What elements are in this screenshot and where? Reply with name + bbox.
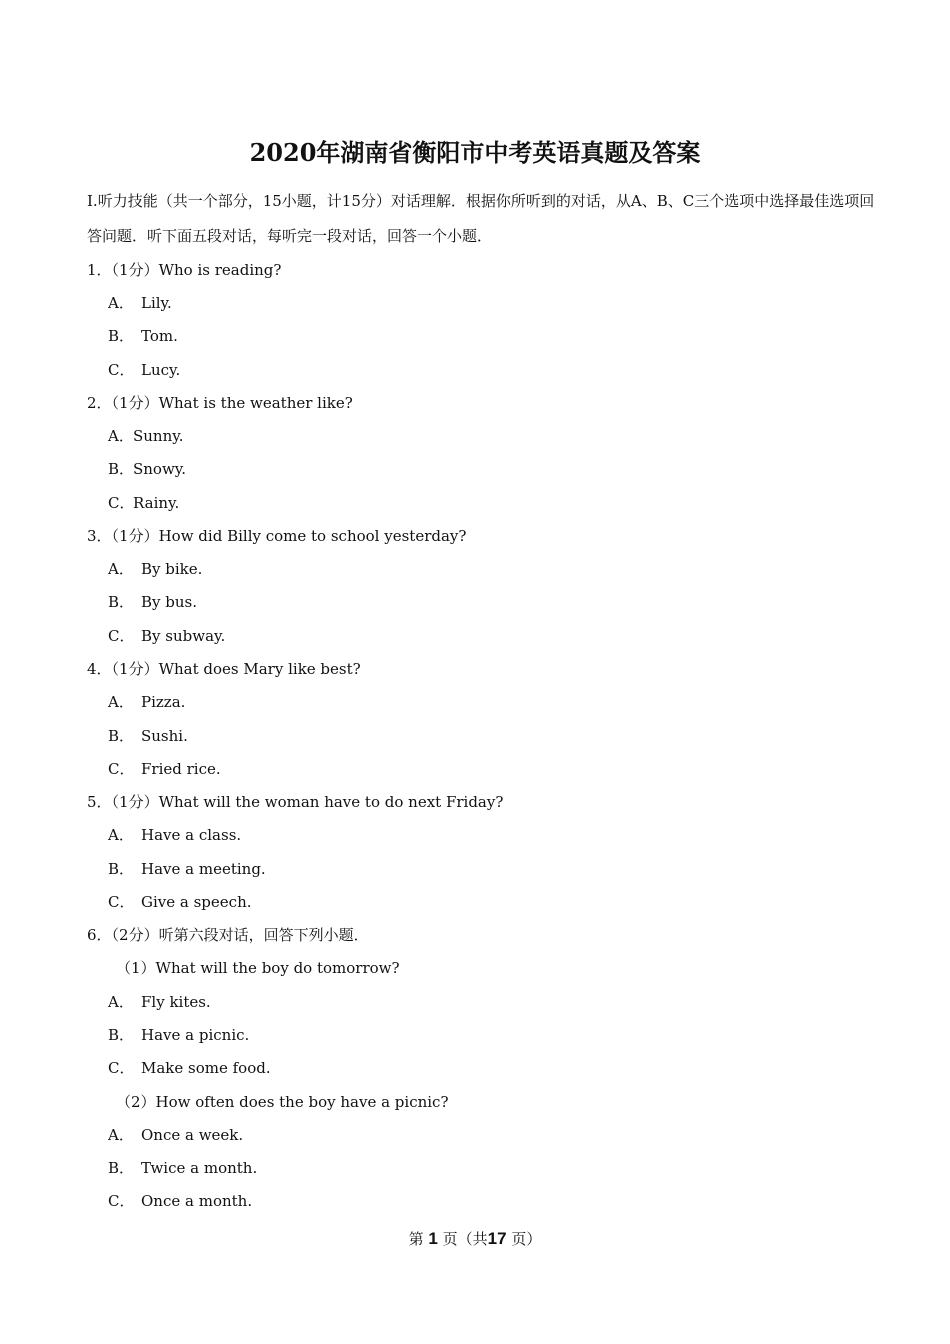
option-text: Tom. xyxy=(141,327,178,345)
question-3-stem: 3．（1分）How did Billy come to school yesterday? xyxy=(87,527,467,545)
option-letter: A． xyxy=(108,826,134,844)
question-3-option-c xyxy=(108,625,225,647)
question-5-stem: 5．（1分）What will the woman have to do next Friday? xyxy=(87,793,504,811)
option-text: Make some food. xyxy=(141,1059,271,1077)
question-5-option-b xyxy=(108,858,266,880)
question-4-stem: 4．（1分）What does Mary like best? xyxy=(87,660,361,678)
option-text: Once a week. xyxy=(141,1126,244,1144)
option-text: Fried rice. xyxy=(141,760,221,778)
option-letter: A． xyxy=(108,1126,134,1144)
footer-middle: 页（共 xyxy=(442,1230,488,1248)
question-1-stem: 1．（1分）Who is reading? xyxy=(87,261,282,279)
option-letter: A． xyxy=(108,993,134,1011)
question-6-stem: 6．（2分）听第六段对话，回答下列小题． xyxy=(87,926,369,944)
question-5-option-c xyxy=(108,891,252,913)
option-letter: A． xyxy=(108,693,134,711)
option-text: Once a month. xyxy=(141,1192,253,1210)
option-letter: B． xyxy=(108,460,135,478)
question-3-option-b xyxy=(108,591,197,613)
option-text: Lily. xyxy=(141,294,172,312)
option-letter: B． xyxy=(108,860,135,878)
option-letter: B． xyxy=(108,1159,135,1177)
option-text: Sushi. xyxy=(141,727,188,745)
document-title: 2020年湖南省衡阳市中考英语真题及答案 xyxy=(249,138,701,167)
option-letter: C． xyxy=(108,1059,135,1077)
option-letter: C． xyxy=(108,361,135,379)
option-letter: B． xyxy=(108,327,135,345)
option-text: Rainy. xyxy=(133,494,180,512)
page-footer xyxy=(0,1228,950,1249)
question-6-sub1-option-a xyxy=(108,991,211,1013)
option-text: Pizza. xyxy=(141,693,186,711)
option-text: Fly kites. xyxy=(141,993,211,1011)
question-6-sub1-option-c xyxy=(108,1057,271,1079)
option-text: Sunny. xyxy=(133,427,184,445)
question-5-option-a xyxy=(108,824,241,846)
question-6-sub2-stem: （2）How often does the boy have a picnic? xyxy=(116,1093,449,1111)
footer-suffix: 页） xyxy=(511,1230,542,1248)
question-2-option-b xyxy=(108,458,186,480)
question-6-sub2-option-b xyxy=(108,1157,257,1179)
footer-page-number: 1 xyxy=(428,1229,438,1248)
option-letter: A． xyxy=(108,560,134,578)
option-letter: C． xyxy=(108,627,135,645)
section-intro: I.听力技能（共一个部分，15小题，计15分）对话理解．根据你所听到的对话，从A、B、C三个选项中选择最佳选项回答问题．听下面五段对话，每听完一段对话，回答一个小题． xyxy=(87,192,875,245)
option-text: By bike. xyxy=(141,560,203,578)
option-text: Lucy. xyxy=(141,361,181,379)
footer-total-pages: 17 xyxy=(487,1229,507,1248)
option-text: Have a meeting. xyxy=(141,860,266,878)
option-text: Have a picnic. xyxy=(141,1026,250,1044)
option-text: Twice a month. xyxy=(141,1159,258,1177)
option-text: By bus. xyxy=(141,593,197,611)
question-1-option-c xyxy=(108,359,180,381)
question-4-option-a xyxy=(108,691,185,713)
question-6-sub1-stem: （1）What will the boy do tomorrow? xyxy=(116,959,400,977)
question-2-option-c xyxy=(108,492,179,514)
option-letter: A． xyxy=(108,294,134,312)
question-1-option-b xyxy=(108,325,178,347)
question-4-option-c xyxy=(108,758,221,780)
option-text: Have a class. xyxy=(141,826,242,844)
option-letter: C． xyxy=(108,893,135,911)
option-letter: C． xyxy=(108,494,135,512)
option-text: Snowy. xyxy=(133,460,187,478)
question-3-option-a xyxy=(108,558,202,580)
question-2-option-a xyxy=(108,425,184,447)
question-1-option-a xyxy=(108,292,172,314)
option-text: Give a speech. xyxy=(141,893,252,911)
option-letter: C． xyxy=(108,760,135,778)
question-4-option-b xyxy=(108,725,188,747)
question-2-stem: 2．（1分）What is the weather like? xyxy=(87,394,353,412)
option-letter: A． xyxy=(108,427,134,445)
option-letter: B． xyxy=(108,727,135,745)
question-6-sub2-option-c xyxy=(108,1190,252,1212)
option-text: By subway. xyxy=(141,627,226,645)
option-letter: B． xyxy=(108,1026,135,1044)
option-letter: C． xyxy=(108,1192,135,1210)
footer-prefix: 第 xyxy=(408,1230,424,1248)
question-6-sub2-option-a xyxy=(108,1124,243,1146)
option-letter: B． xyxy=(108,593,135,611)
question-6-sub1-option-b xyxy=(108,1024,249,1046)
